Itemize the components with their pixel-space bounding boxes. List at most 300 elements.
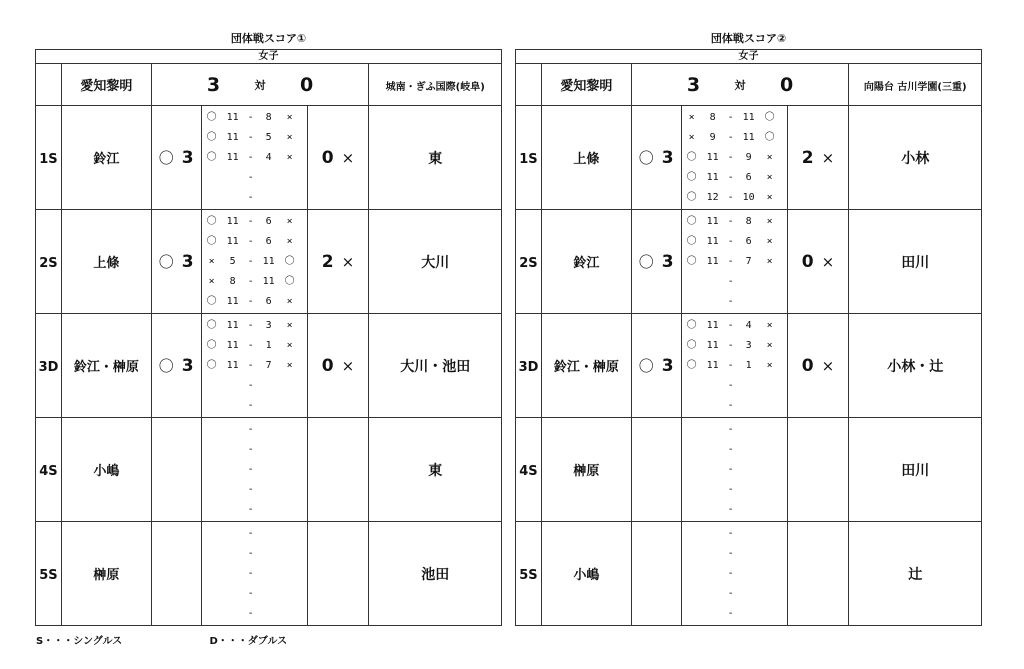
home-player-cell: [61, 106, 151, 210]
score-dash: -: [247, 295, 254, 307]
away-games-won: 0: [321, 355, 334, 376]
home-player: 鈴江・榊原: [553, 360, 619, 375]
game-score-line: [202, 480, 307, 500]
game-score-line: [682, 460, 787, 480]
away-result-cell: [307, 522, 369, 626]
score-table: [35, 49, 502, 626]
score-dash: -: [247, 399, 254, 411]
away-game-points: 4: [265, 151, 272, 163]
corner-cell: [36, 64, 62, 106]
home-player: 上條: [573, 152, 600, 167]
match-type: 3D: [38, 360, 59, 375]
game-score-line: [202, 272, 307, 292]
away-result-cell: [787, 418, 849, 522]
score-dash: -: [727, 547, 734, 559]
away-result-cell: [787, 522, 849, 626]
away-game-mark: ×: [286, 111, 293, 123]
away-game-points: 6: [265, 235, 272, 247]
away-game-mark: ×: [286, 215, 293, 227]
game-score-line: [682, 252, 787, 272]
loss-mark: ×: [341, 148, 355, 167]
score-dash: -: [727, 171, 734, 183]
home-game-mark: 〇: [686, 319, 697, 331]
win-mark: 〇: [638, 253, 654, 271]
home-games-won: 3: [181, 251, 194, 272]
game-score-line: [202, 212, 307, 232]
home-games-won: 3: [181, 355, 194, 376]
home-game-points: 11: [226, 235, 239, 247]
score-dash: -: [247, 131, 254, 143]
away-game-mark: 〇: [284, 255, 295, 267]
home-game-mark: 〇: [206, 319, 217, 331]
match-type-cell: [516, 314, 542, 418]
game-score-line: [202, 356, 307, 376]
away-game-mark: ×: [766, 339, 773, 351]
team-score-cell: [151, 64, 369, 106]
score-dash: -: [727, 567, 734, 579]
home-game-points: 11: [226, 295, 239, 307]
away-result-cell: [787, 106, 849, 210]
away-game-mark: ×: [286, 131, 293, 143]
home-player: 榊原: [573, 464, 600, 479]
win-mark: 〇: [158, 149, 174, 167]
match-type: 3D: [518, 360, 539, 375]
game-score-line: [202, 500, 307, 520]
home-games-won: 3: [661, 355, 674, 376]
away-team-score: 0: [299, 73, 314, 96]
match-type-cell: [516, 418, 542, 522]
score-dash: -: [727, 379, 734, 391]
home-result-cell: [151, 418, 201, 522]
panel-title: 団体戦スコア②: [710, 32, 787, 45]
away-player-cell: [369, 418, 502, 522]
win-mark: 〇: [158, 357, 174, 375]
away-player: 池田: [421, 566, 450, 583]
home-player: 上條: [93, 256, 120, 271]
score-dash: -: [727, 215, 734, 227]
loss-mark: ×: [821, 148, 835, 167]
match-type-cell: [516, 522, 542, 626]
match-row: [36, 522, 502, 626]
away-player-cell: [369, 210, 502, 314]
game-score-line: [682, 188, 787, 208]
away-player: 小林: [901, 150, 930, 167]
home-player-cell: [61, 210, 151, 314]
game-score-line: [682, 336, 787, 356]
away-game-points: 11: [262, 255, 275, 267]
division-text: 女子: [258, 51, 279, 62]
win-mark: 〇: [638, 149, 654, 167]
away-game-points: 10: [742, 191, 755, 203]
home-game-mark: 〇: [206, 339, 217, 351]
match-header: [516, 64, 982, 106]
match-type: 1S: [39, 152, 58, 167]
loss-mark: ×: [341, 252, 355, 271]
loss-mark: ×: [821, 356, 835, 375]
away-game-mark: ×: [286, 151, 293, 163]
match-type: 5S: [39, 568, 58, 583]
match-type: 2S: [39, 256, 58, 271]
away-game-mark: ×: [286, 235, 293, 247]
match-type-cell: [36, 106, 62, 210]
away-player-cell: [849, 418, 982, 522]
score-dash: -: [247, 423, 254, 435]
game-scores-cell: [681, 522, 787, 626]
score-dash: -: [727, 111, 734, 123]
game-score-line: [682, 604, 787, 624]
home-game-points: 5: [229, 255, 236, 267]
score-dash: -: [247, 235, 254, 247]
home-game-mark: ×: [688, 131, 695, 143]
home-game-mark: 〇: [206, 215, 217, 227]
match-row: [516, 314, 982, 418]
game-score-line: [202, 584, 307, 604]
away-game-points: 6: [745, 171, 752, 183]
score-dash: -: [247, 483, 254, 495]
home-result-cell: [151, 522, 201, 626]
away-result-cell: [307, 418, 369, 522]
home-player-cell: [541, 418, 631, 522]
score-dash: -: [727, 275, 734, 287]
loss-mark: ×: [821, 252, 835, 271]
away-game-points: 8: [745, 215, 752, 227]
away-player-cell: [849, 210, 982, 314]
home-game-mark: 〇: [206, 359, 217, 371]
game-score-line: [202, 316, 307, 336]
away-player: 大川・池田: [400, 358, 471, 375]
home-result-cell: [151, 210, 201, 314]
away-game-mark: 〇: [764, 131, 775, 143]
home-game-points: 11: [226, 215, 239, 227]
score-dash: -: [247, 275, 254, 287]
versus-label: 対: [254, 78, 266, 92]
away-game-points: 8: [265, 111, 272, 123]
score-dash: -: [727, 255, 734, 267]
game-score-line: [682, 316, 787, 336]
corner-cell: [516, 64, 542, 106]
loss-mark: ×: [341, 356, 355, 375]
home-player: 鈴江: [573, 256, 600, 271]
game-scores-cell: [201, 210, 307, 314]
home-game-points: 11: [706, 235, 719, 247]
score-dash: -: [727, 423, 734, 435]
score-dash: -: [727, 319, 734, 331]
game-score-line: [682, 128, 787, 148]
game-score-line: [202, 232, 307, 252]
away-games-won: 0: [801, 355, 814, 376]
away-player-cell: [849, 106, 982, 210]
score-dash: -: [247, 443, 254, 455]
home-result-cell: [631, 210, 681, 314]
match-type: 1S: [519, 152, 538, 167]
home-game-mark: 〇: [686, 215, 697, 227]
away-game-mark: ×: [766, 215, 773, 227]
game-scores-cell: [681, 418, 787, 522]
game-score-line: [682, 292, 787, 312]
game-score-line: [202, 376, 307, 396]
score-dash: -: [247, 527, 254, 539]
game-score-line: [202, 420, 307, 440]
game-score-line: [682, 440, 787, 460]
game-score-line: [682, 148, 787, 168]
game-score-line: [682, 232, 787, 252]
away-games-won: 2: [321, 251, 334, 272]
score-dash: -: [247, 503, 254, 515]
away-game-mark: 〇: [764, 111, 775, 123]
home-game-mark: 〇: [686, 171, 697, 183]
away-game-mark: ×: [286, 295, 293, 307]
away-player: 東: [428, 150, 443, 167]
away-game-mark: ×: [766, 191, 773, 203]
home-game-points: 11: [706, 359, 719, 371]
away-game-mark: ×: [286, 339, 293, 351]
score-dash: -: [247, 359, 254, 371]
game-score-line: [202, 128, 307, 148]
game-score-line: [202, 564, 307, 584]
home-game-mark: 〇: [686, 151, 697, 163]
match-row: [36, 314, 502, 418]
away-player: 東: [428, 462, 443, 479]
home-team: 愛知黎明: [80, 79, 133, 94]
away-game-points: 4: [745, 319, 752, 331]
match-row: [516, 210, 982, 314]
score-dash: -: [247, 255, 254, 267]
away-team-score: 0: [779, 73, 794, 96]
match-row: [36, 106, 502, 210]
score-dash: -: [247, 587, 254, 599]
match-type: 2S: [519, 256, 538, 271]
home-player-cell: [61, 522, 151, 626]
away-player-cell: [369, 314, 502, 418]
match-type-cell: [36, 418, 62, 522]
home-game-points: 11: [706, 319, 719, 331]
home-result-cell: [631, 106, 681, 210]
game-scores-cell: [681, 210, 787, 314]
match-type: 4S: [519, 464, 538, 479]
score-dash: -: [247, 319, 254, 331]
score-dash: -: [247, 171, 254, 183]
score-dash: -: [727, 235, 734, 247]
away-player: 田川: [901, 462, 930, 479]
legend: [36, 632, 287, 647]
home-game-points: 9: [709, 131, 716, 143]
home-team-cell: [541, 64, 631, 106]
away-player-cell: [849, 522, 982, 626]
score-dash: -: [727, 587, 734, 599]
game-score-line: [682, 500, 787, 520]
away-game-points: 1: [265, 339, 272, 351]
away-team: 城南・ぎふ国際(岐阜): [385, 82, 485, 93]
game-score-line: [202, 604, 307, 624]
home-games-won: 3: [661, 147, 674, 168]
score-dash: -: [727, 527, 734, 539]
game-scores-cell: [201, 106, 307, 210]
home-game-points: 11: [706, 339, 719, 351]
score-dash: -: [727, 339, 734, 351]
home-game-points: 11: [226, 319, 239, 331]
home-game-points: 11: [226, 151, 239, 163]
home-game-mark: 〇: [206, 295, 217, 307]
match-row: [36, 418, 502, 522]
away-game-mark: ×: [286, 319, 293, 331]
score-table: [515, 49, 982, 626]
game-score-line: [202, 148, 307, 168]
away-game-points: 1: [745, 359, 752, 371]
game-score-line: [202, 544, 307, 564]
home-player-cell: [541, 210, 631, 314]
match-row: [516, 418, 982, 522]
away-team: 向陽台 古川学園(三重): [863, 82, 967, 93]
score-dash: -: [247, 463, 254, 475]
home-game-points: 11: [226, 131, 239, 143]
home-game-mark: ×: [208, 275, 215, 287]
home-game-mark: 〇: [686, 359, 697, 371]
home-game-points: 11: [226, 339, 239, 351]
home-player-cell: [541, 314, 631, 418]
away-game-mark: ×: [286, 359, 293, 371]
away-game-points: 6: [265, 215, 272, 227]
away-result-cell: [787, 314, 849, 418]
home-game-points: 11: [706, 255, 719, 267]
away-game-mark: ×: [766, 359, 773, 371]
game-score-line: [682, 356, 787, 376]
home-team-cell: [61, 64, 151, 106]
score-dash: -: [727, 191, 734, 203]
away-game-mark: 〇: [284, 275, 295, 287]
home-game-points: 11: [706, 151, 719, 163]
game-score-line: [202, 252, 307, 272]
home-game-points: 11: [226, 359, 239, 371]
away-player-cell: [369, 522, 502, 626]
score-dash: -: [727, 443, 734, 455]
score-dash: -: [727, 359, 734, 371]
home-game-points: 11: [706, 171, 719, 183]
score-dash: -: [247, 567, 254, 579]
match-type-cell: [516, 210, 542, 314]
away-player: 大川: [421, 254, 450, 271]
away-result-cell: [307, 314, 369, 418]
home-game-points: 11: [226, 111, 239, 123]
game-score-line: [682, 420, 787, 440]
away-player: 田川: [901, 254, 930, 271]
home-game-mark: 〇: [686, 235, 697, 247]
home-team: 愛知黎明: [560, 79, 613, 94]
home-game-mark: 〇: [206, 111, 217, 123]
game-score-line: [202, 524, 307, 544]
game-score-line: [682, 376, 787, 396]
home-result-cell: [631, 418, 681, 522]
versus-label: 対: [734, 78, 746, 92]
match-row: [516, 522, 982, 626]
away-player-cell: [369, 106, 502, 210]
away-game-mark: ×: [766, 171, 773, 183]
home-team-score: 3: [686, 73, 701, 96]
game-score-line: [682, 396, 787, 416]
game-scores-cell: [681, 106, 787, 210]
score-dash: -: [247, 215, 254, 227]
away-game-points: 7: [745, 255, 752, 267]
match-header: [36, 64, 502, 106]
away-games-won: 0: [321, 147, 334, 168]
score-dash: -: [727, 399, 734, 411]
home-result-cell: [151, 106, 201, 210]
away-game-points: 9: [745, 151, 752, 163]
home-player-cell: [541, 522, 631, 626]
game-scores-cell: [681, 314, 787, 418]
match-type: 5S: [519, 568, 538, 583]
legend-doubles: D・・・ダブルス: [209, 636, 288, 647]
away-game-mark: ×: [766, 255, 773, 267]
away-games-won: 2: [801, 147, 814, 168]
home-game-points: 8: [229, 275, 236, 287]
game-score-line: [682, 524, 787, 544]
win-mark: 〇: [158, 253, 174, 271]
home-player-cell: [61, 314, 151, 418]
score-dash: -: [727, 151, 734, 163]
game-score-line: [682, 480, 787, 500]
match-type-cell: [36, 210, 62, 314]
game-score-line: [202, 460, 307, 480]
home-game-mark: 〇: [206, 151, 217, 163]
match-type-cell: [516, 106, 542, 210]
game-score-line: [682, 544, 787, 564]
team-score-cell: [631, 64, 849, 106]
away-result-cell: [307, 106, 369, 210]
home-games-won: 3: [181, 147, 194, 168]
home-player-cell: [541, 106, 631, 210]
score-dash: -: [727, 131, 734, 143]
home-player: 小嶋: [573, 568, 600, 583]
home-game-points: 11: [706, 215, 719, 227]
score-dash: -: [727, 503, 734, 515]
home-result-cell: [631, 314, 681, 418]
home-player: 鈴江: [93, 152, 120, 167]
score-dash: -: [727, 295, 734, 307]
away-game-points: 3: [745, 339, 752, 351]
legend-singles: S・・・シングルス: [36, 636, 123, 647]
away-player-cell: [849, 314, 982, 418]
away-team-cell: [849, 64, 982, 106]
home-game-mark: 〇: [206, 235, 217, 247]
home-player: 小嶋: [93, 464, 120, 479]
away-game-points: 11: [262, 275, 275, 287]
game-scores-cell: [201, 418, 307, 522]
game-scores-cell: [201, 314, 307, 418]
home-game-mark: 〇: [686, 255, 697, 267]
game-score-line: [202, 336, 307, 356]
home-game-mark: ×: [688, 111, 695, 123]
away-result-cell: [787, 210, 849, 314]
away-game-points: 11: [742, 111, 755, 123]
game-score-line: [202, 396, 307, 416]
match-type: 4S: [39, 464, 58, 479]
home-game-mark: 〇: [206, 131, 217, 143]
game-scores-cell: [201, 522, 307, 626]
away-games-won: 0: [801, 251, 814, 272]
score-dash: -: [247, 379, 254, 391]
home-player: 榊原: [93, 568, 120, 583]
match-type-cell: [36, 522, 62, 626]
division-text: 女子: [738, 51, 759, 62]
home-game-points: 8: [709, 111, 716, 123]
away-game-mark: ×: [766, 235, 773, 247]
away-game-points: 6: [745, 235, 752, 247]
away-game-mark: ×: [766, 319, 773, 331]
away-player: 小林・辻: [887, 358, 944, 375]
away-game-points: 6: [265, 295, 272, 307]
away-game-points: 11: [742, 131, 755, 143]
score-dash: -: [247, 151, 254, 163]
